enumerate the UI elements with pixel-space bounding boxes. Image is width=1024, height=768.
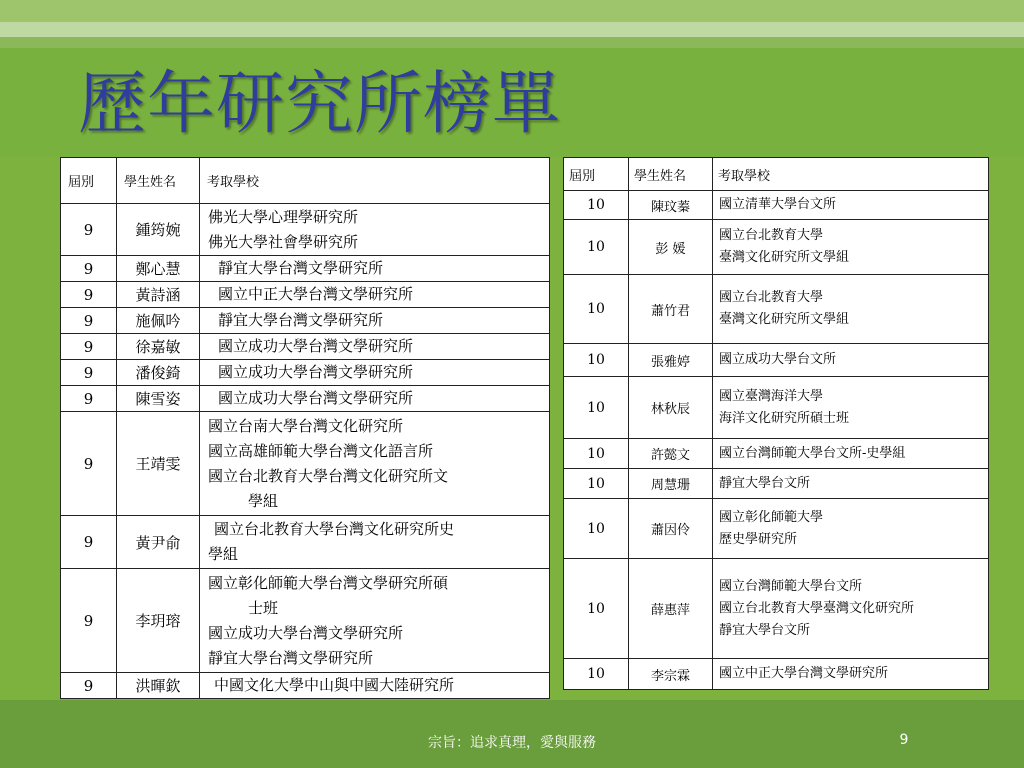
student-name-cell: 李宗霖	[629, 659, 713, 690]
student-name-cell: 徐嘉敏	[117, 334, 200, 360]
school-line: 國立台北教育大學台灣文化研究所史	[214, 520, 455, 538]
cohort-cell: 9	[61, 204, 117, 256]
top-stripe-light	[0, 22, 1024, 37]
school-cell	[200, 673, 550, 699]
school-line: 國立台北教育大學	[719, 290, 824, 305]
table-row	[564, 275, 989, 344]
slide-title: 歷年研究所榜單	[78, 65, 562, 144]
page-number: 9	[899, 732, 909, 748]
table-header-row	[61, 158, 550, 204]
school-cell	[713, 191, 989, 220]
right-admissions-table	[563, 157, 989, 690]
school-line: 海洋文化研究所碩士班	[719, 410, 850, 426]
student-name-cell: 黃詩涵	[117, 282, 200, 308]
table-row	[564, 377, 989, 439]
school-cell	[713, 659, 989, 690]
table-row	[564, 220, 989, 275]
cohort-cell: 10	[564, 469, 629, 499]
school-line: 國立台北教育大學台灣文化研究所文	[208, 466, 449, 485]
school-line: 國立成功大學台灣文學研究所	[218, 363, 414, 381]
school-line: 學組	[208, 545, 239, 563]
cohort-cell: 10	[564, 439, 629, 469]
cohort-cell: 9	[61, 569, 117, 673]
student-name-cell: 蕭竹君	[629, 275, 713, 344]
table-row	[61, 204, 550, 256]
school-line: 士班	[248, 598, 279, 617]
student-name-cell: 潘俊錡	[117, 360, 200, 386]
school-line: 國立彰化師範大學台灣文學研究所碩	[208, 573, 449, 592]
cohort-cell: 10	[564, 659, 629, 690]
school-line: 靜宜大學台文所	[719, 622, 811, 638]
cohort-cell: 9	[61, 360, 117, 386]
school-cell	[713, 275, 989, 344]
table-row	[564, 191, 989, 220]
school-cell	[200, 256, 550, 282]
school-cell	[713, 469, 989, 499]
school-line: 歷史學研究所	[719, 531, 798, 547]
cohort-cell: 10	[564, 344, 629, 377]
school-line: 國立台北教育大學	[719, 228, 824, 243]
student-name-cell: 施佩吟	[117, 308, 200, 334]
cohort-cell: 9	[61, 412, 117, 516]
student-name-cell: 張雅婷	[629, 344, 713, 377]
student-name-cell: 蕭因伶	[629, 499, 713, 559]
school-cell	[713, 439, 989, 469]
school-cell	[713, 220, 989, 275]
table-row	[564, 344, 989, 377]
student-name-cell: 鍾筠婉	[117, 204, 200, 256]
school-line: 靜宜大學台灣文學研究所	[218, 259, 384, 277]
school-line: 學組	[248, 491, 279, 510]
student-name-cell: 李玥瑢	[117, 569, 200, 673]
school-line: 佛光大學心理學研究所	[208, 207, 359, 226]
cohort-cell: 10	[564, 220, 629, 275]
school-line: 國立彰化師範大學	[719, 509, 824, 525]
school-cell	[200, 569, 550, 673]
school-line: 國立成功大學台文所	[719, 352, 837, 367]
student-name-cell: 王靖雯	[117, 412, 200, 516]
school-line: 靜宜大學台灣文學研究所	[218, 311, 384, 329]
header-cohort: 屆別	[61, 158, 117, 204]
cohort-cell: 10	[564, 499, 629, 559]
school-cell	[713, 559, 989, 659]
school-line: 中國文化大學中山與中國大陸研究所	[214, 676, 455, 694]
table-row	[61, 256, 550, 282]
school-line: 國立臺灣海洋大學	[719, 388, 824, 404]
header-student-name: 學生姓名	[117, 158, 200, 204]
student-name-cell: 陳玟蓁	[629, 191, 713, 220]
table-row	[61, 282, 550, 308]
student-name-cell: 許懿文	[629, 439, 713, 469]
table-row	[61, 516, 550, 569]
student-name-cell: 彭 媛	[629, 220, 713, 275]
table-row	[61, 308, 550, 334]
cohort-cell: 9	[61, 334, 117, 360]
table-row	[61, 386, 550, 412]
school-line: 國立台灣師範大學台文所	[719, 578, 863, 594]
school-line: 國立中正大學台灣文學研究所	[719, 666, 889, 681]
school-cell	[713, 344, 989, 377]
student-name-cell: 周慧珊	[629, 469, 713, 499]
school-cell	[200, 360, 550, 386]
school-line: 靜宜大學台文所	[719, 475, 811, 491]
table-row	[564, 559, 989, 659]
table-row	[564, 439, 989, 469]
header-student-name: 學生姓名	[629, 158, 713, 191]
cohort-cell: 9	[61, 516, 117, 569]
table-row	[564, 499, 989, 559]
header-school: 考取學校	[200, 158, 550, 204]
school-line: 國立清華大學台文所	[719, 197, 837, 212]
school-line: 佛光大學社會學研究所	[208, 232, 359, 251]
table-row	[61, 412, 550, 516]
table-row	[564, 659, 989, 690]
student-name-cell: 鄭心慧	[117, 256, 200, 282]
cohort-cell: 9	[61, 308, 117, 334]
student-name-cell: 薛惠萍	[629, 559, 713, 659]
school-line: 國立中正大學台灣文學研究所	[218, 285, 414, 303]
school-line: 國立台南大學台灣文化研究所	[208, 416, 404, 435]
student-name-cell: 洪暉欽	[117, 673, 200, 699]
school-cell	[200, 412, 550, 516]
footer-slogan: 宗旨：追求真理，愛與服務	[428, 735, 596, 751]
header-school: 考取學校	[713, 158, 989, 191]
cohort-cell: 9	[61, 256, 117, 282]
table-row	[61, 569, 550, 673]
table-header-row	[564, 158, 989, 191]
cohort-cell: 9	[61, 673, 117, 699]
left-admissions-table	[60, 157, 550, 699]
table-row	[61, 360, 550, 386]
cohort-cell: 10	[564, 275, 629, 344]
top-stripe-dark	[0, 37, 1024, 48]
top-band	[0, 0, 1024, 22]
cohort-cell: 9	[61, 386, 117, 412]
table-row	[564, 469, 989, 499]
student-name-cell: 黃尹俞	[117, 516, 200, 569]
header-cohort: 屆別	[564, 158, 629, 191]
cohort-cell: 10	[564, 191, 629, 220]
school-line: 國立成功大學台灣文學研究所	[218, 389, 414, 407]
student-name-cell: 林秋辰	[629, 377, 713, 439]
school-cell	[713, 499, 989, 559]
school-line: 國立台北教育大學臺灣文化研究所	[719, 600, 915, 616]
school-line: 臺灣文化研究所文學組	[719, 250, 850, 265]
student-name-cell: 陳雪姿	[117, 386, 200, 412]
school-line: 國立台灣師範大學台文所-史學組	[719, 445, 906, 461]
school-cell	[200, 334, 550, 360]
school-cell	[200, 308, 550, 334]
school-cell	[713, 377, 989, 439]
school-line: 國立成功大學台灣文學研究所	[218, 337, 414, 355]
table-row	[61, 334, 550, 360]
school-line: 國立成功大學台灣文學研究所	[208, 623, 404, 642]
school-line: 臺灣文化研究所文學組	[719, 312, 850, 327]
school-cell	[200, 516, 550, 569]
school-line: 國立高雄師範大學台灣文化語言所	[208, 441, 434, 460]
cohort-cell: 10	[564, 559, 629, 659]
school-cell	[200, 282, 550, 308]
cohort-cell: 9	[61, 282, 117, 308]
school-cell	[200, 204, 550, 256]
table-row	[61, 673, 550, 699]
school-line: 靜宜大學台灣文學研究所	[208, 648, 374, 667]
school-cell	[200, 386, 550, 412]
cohort-cell: 10	[564, 377, 629, 439]
